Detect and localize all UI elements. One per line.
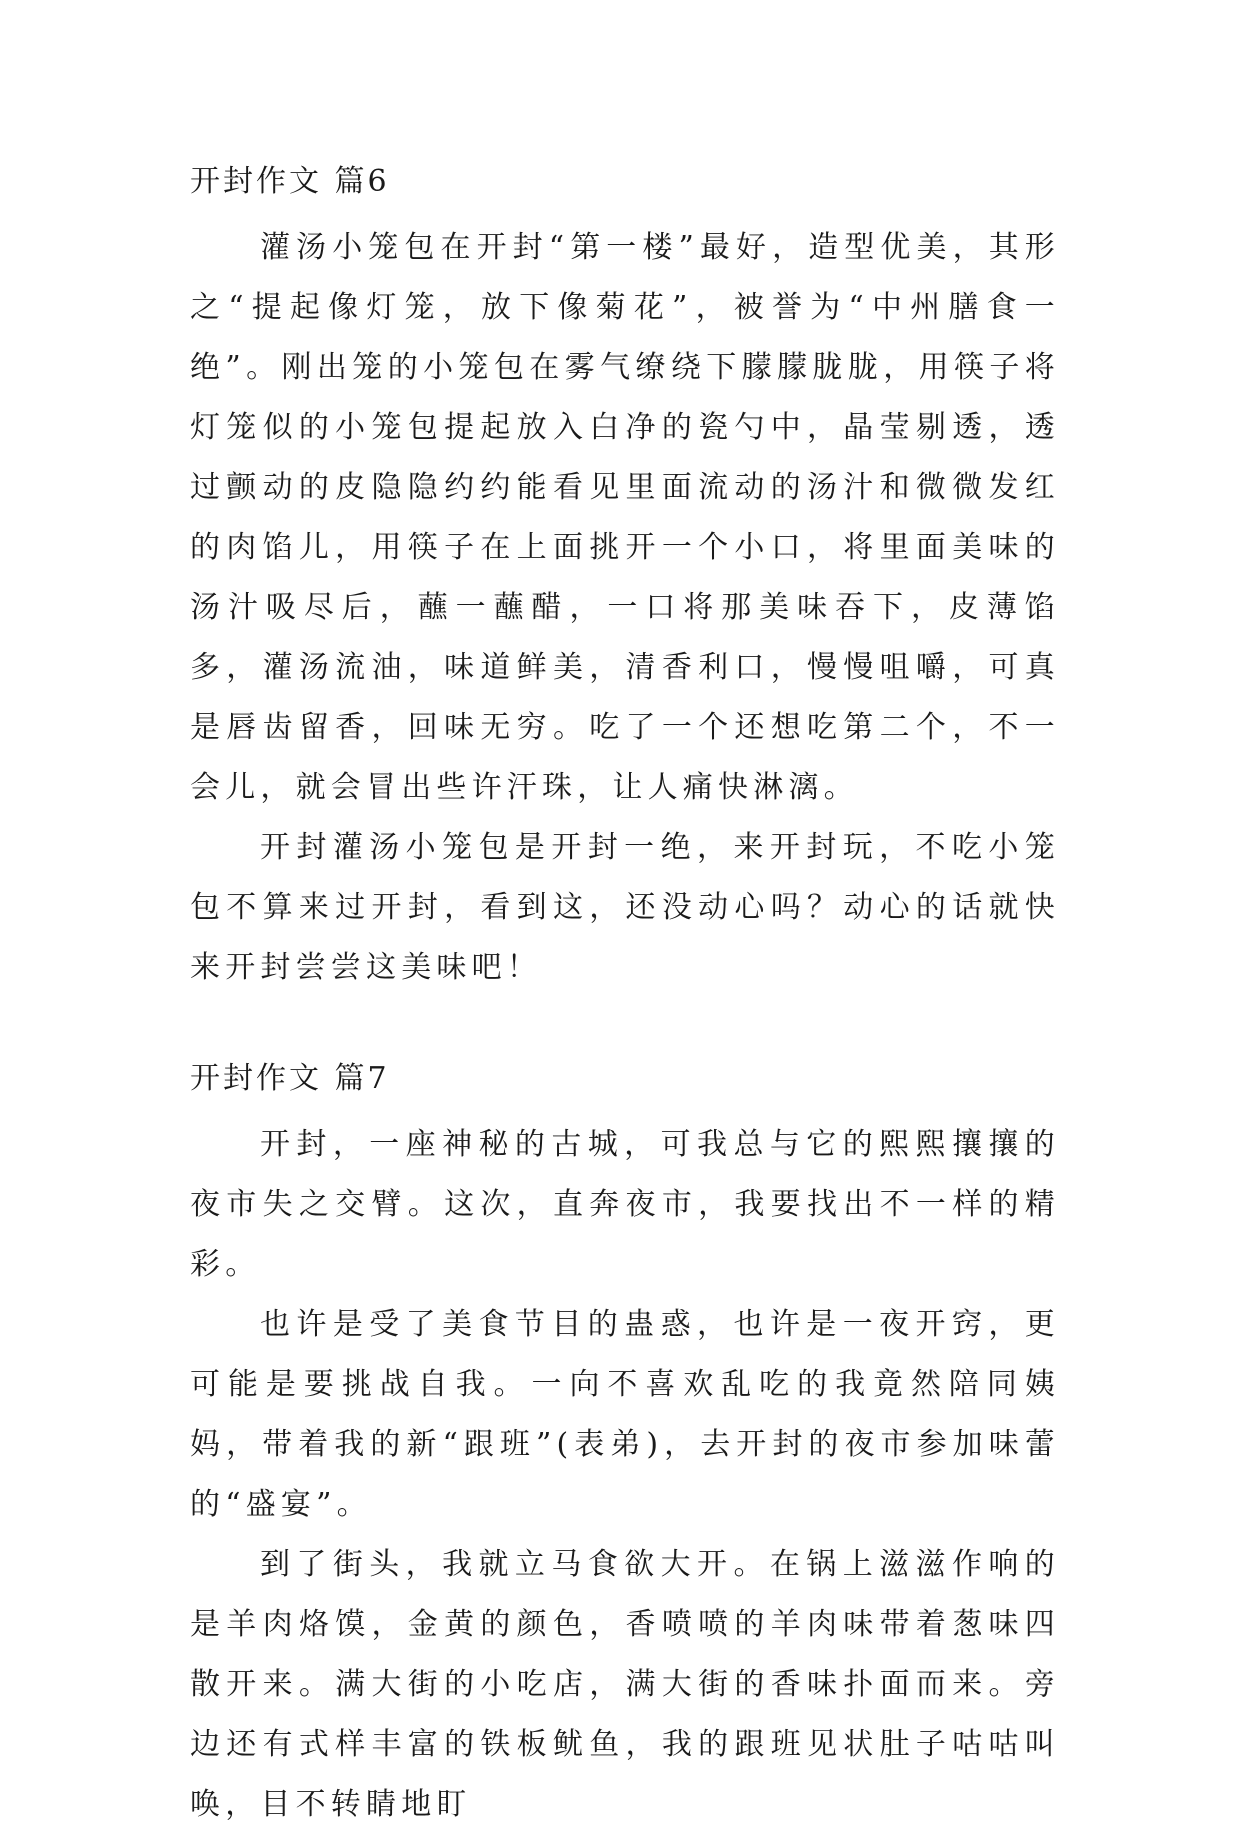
paragraph: 开封灌汤小笼包是开封一绝，来开封玩，不吃小笼包不算来过开封，看到这，还没动心吗？动心的话就快来开封尝尝这美味吧！ (190, 830, 1060, 985)
paragraph: 灌汤小笼包在开封“第一楼”最好，造型优美，其形之“提起像灯笼，放下像菊花”，被誉为“中州膳食一绝”。刚出笼的小笼包在雾气缭绕下朦朦胧胧，用筷子将灯笼似的小笼包提起放入白净的瓷勺中，晶莹剔透，透过颤动的皮隐隐约约能看见里面流动的汤汁和微微发红的肉馅儿，用筷子在上面挑开一个小口，将里面美味的汤汁吸尽后，蘸一蘸醋，一口将那美味吞下，皮薄馅多，灌汤流油，味道鲜美，清香利口，慢慢咀嚼，可真是唇齿留香，回味无穷。吃了一个还想吃第二个，不一会儿，就会冒出些许汗珠，让人痛快淋漓。 (190, 230, 1060, 805)
section-title: 开封作文 篇6 (190, 164, 390, 199)
paragraph: 到了街头，我就立马食欲大开。在锅上滋滋作响的是羊肉烙馍，金黄的颜色，香喷喷的羊肉味带着葱味四散开来。满大街的小吃店，满大街的香味扑面而来。旁边还有式样丰富的铁板鱿鱼，我的跟班见状肚子咕咕叫唤，目不转睛地盯 (190, 1547, 1060, 1822)
section-title: 开封作文 篇7 (190, 1061, 390, 1096)
paragraph: 开封，一座神秘的古城，可我总与它的熙熙攘攘的夜市失之交臂。这次，直奔夜市，我要找出不一样的精彩。 (190, 1127, 1060, 1282)
essay-section-7 (190, 1060, 1060, 1835)
essay-section-6 (190, 163, 1060, 998)
document-body (190, 163, 1060, 1835)
paragraph: 也许是受了美食节目的蛊惑，也许是一夜开窍，更可能是要挑战自我。一向不喜欢乱吃的我竟然陪同姨妈，带着我的新“跟班”(表弟)，去开封的夜市参加味蕾的“盛宴”。 (190, 1307, 1060, 1522)
